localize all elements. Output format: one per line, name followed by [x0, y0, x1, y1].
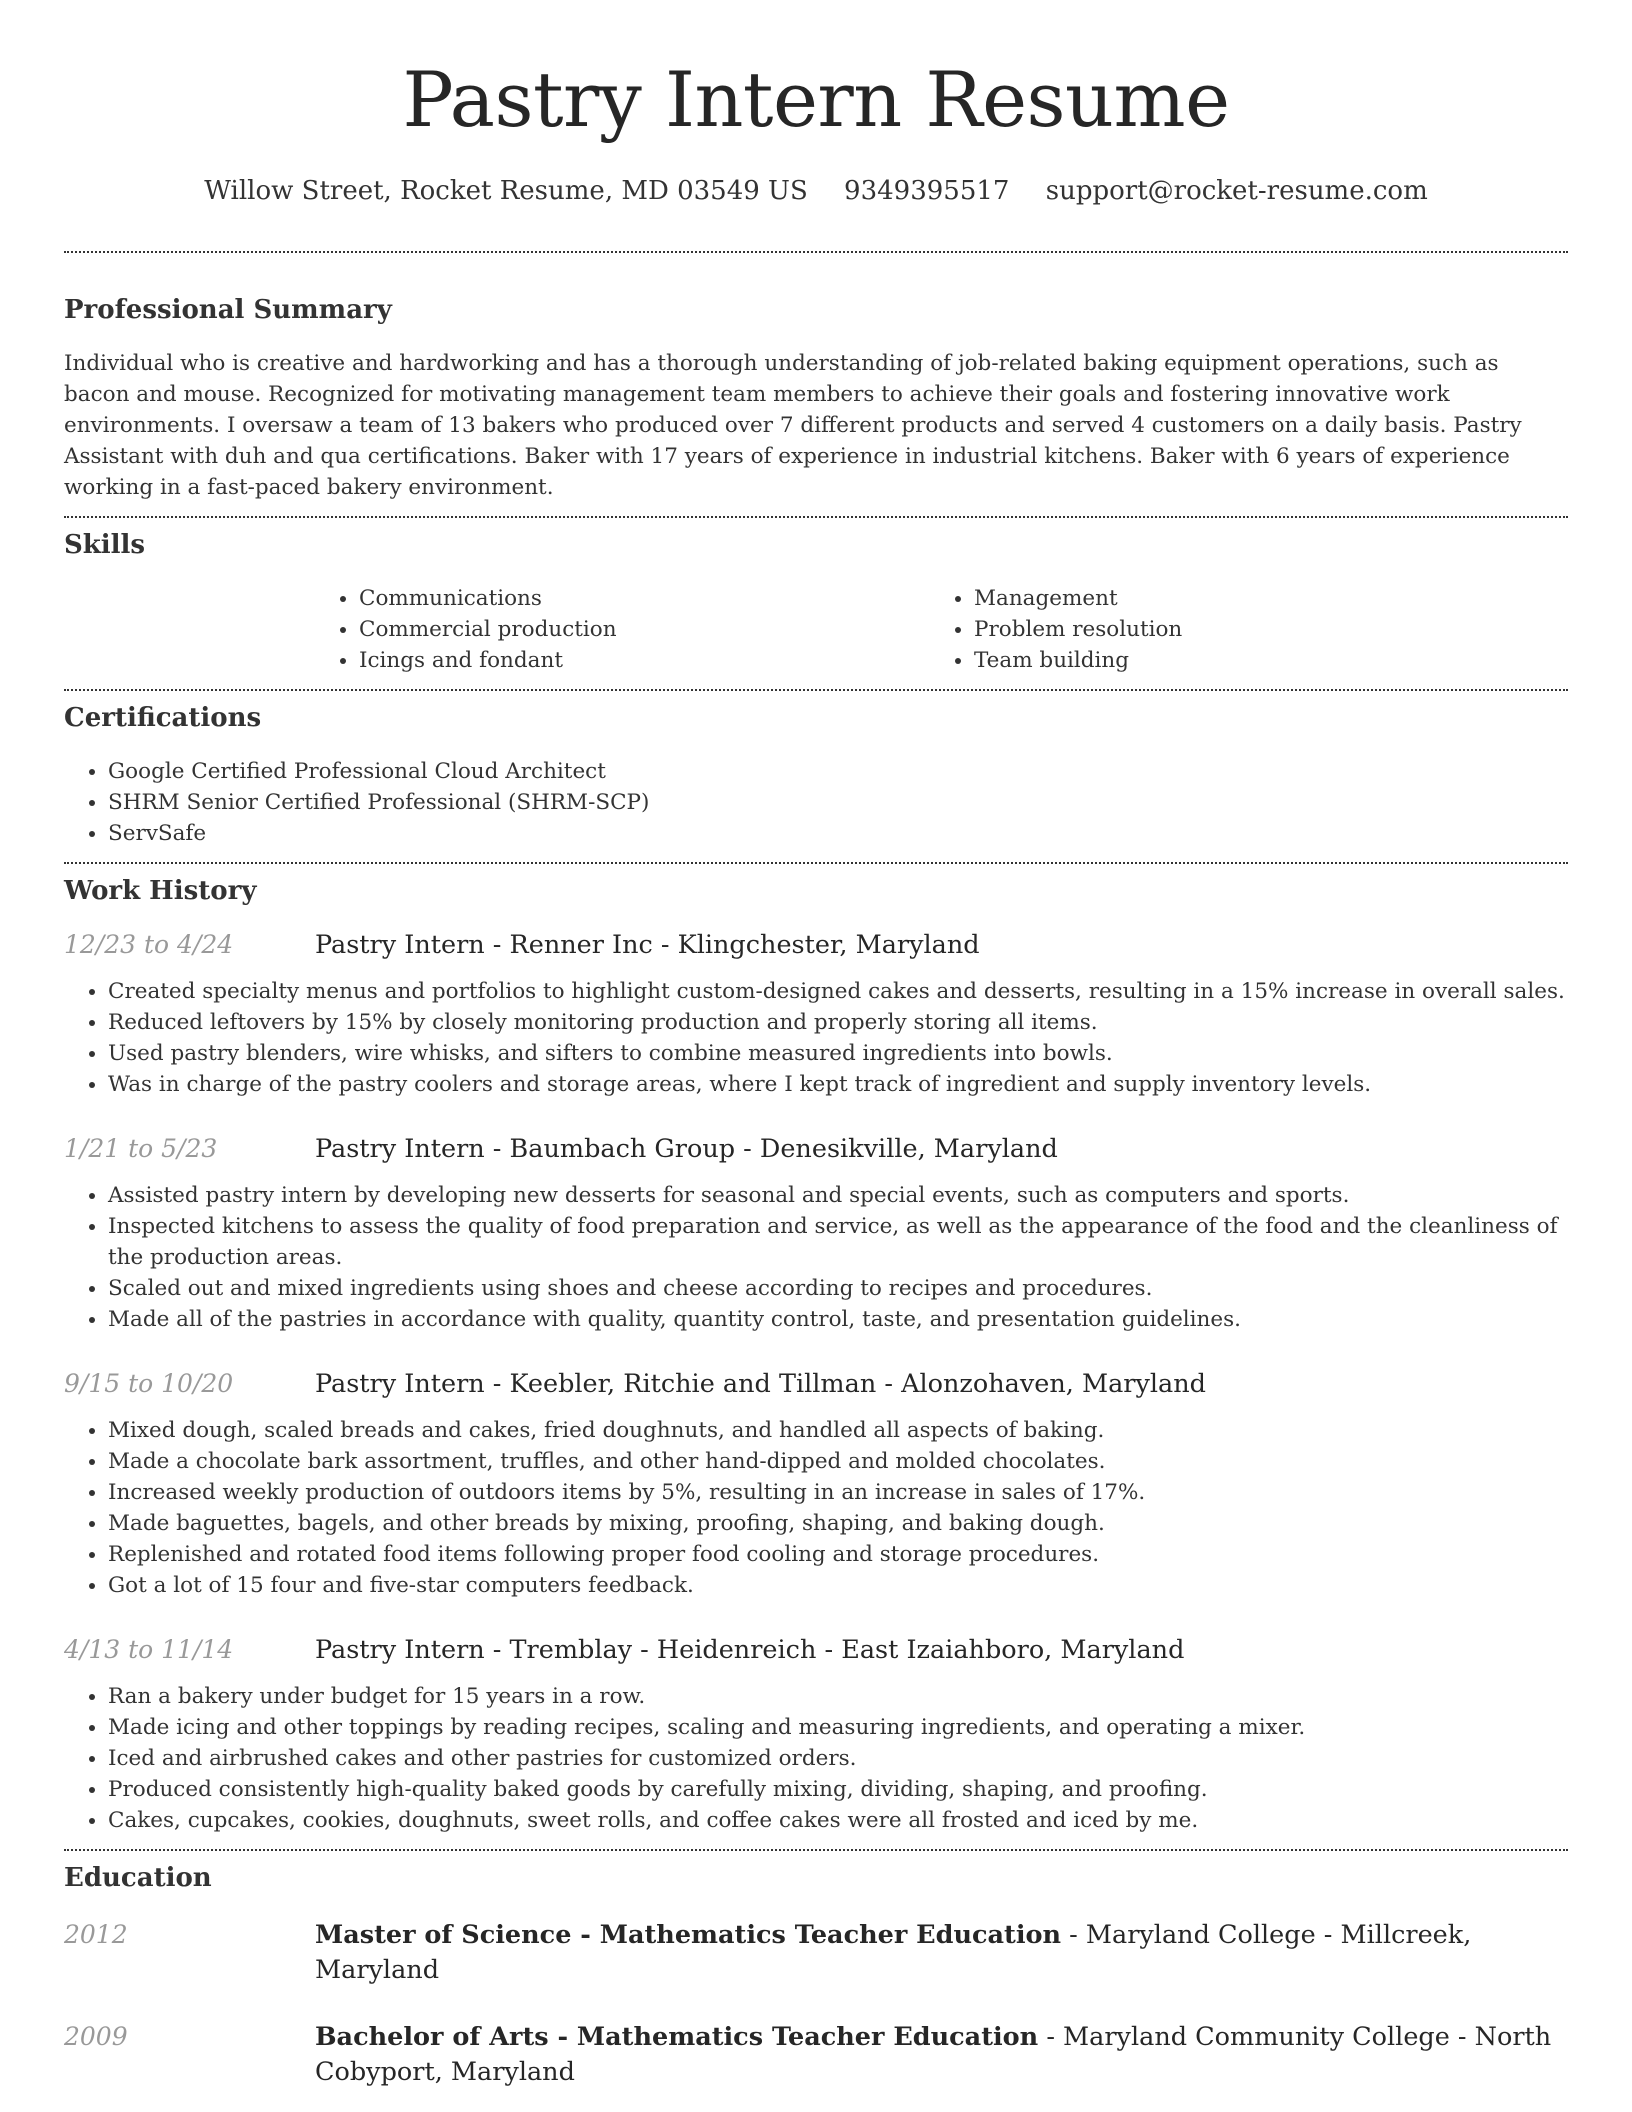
certification-item: • ServSafe: [108, 818, 1568, 849]
skills-column-2: [930, 583, 1530, 676]
education-degree: Master of Science - Mathematics Teacher Education: [315, 1920, 1062, 1950]
job-header: [64, 1132, 1568, 1166]
job-dates: 9/15 to 10/20: [64, 1369, 234, 1398]
job-bullet: • Was in charge of the pastry coolers and storage areas, where I kept track of ingredient and supply inventory levels.: [108, 1069, 1568, 1100]
resume-page: [64, 0, 1568, 2090]
job-bullets: [64, 1415, 1568, 1601]
education-degree: Bachelor of Arts - Mathematics Teacher Education: [315, 2022, 1039, 2052]
work-history-heading: Work History: [64, 876, 257, 906]
education-title: Bachelor of Arts - Mathematics Teacher Education - Maryland Community College - North Cobyport, Maryland: [315, 2022, 1552, 2087]
certifications-heading: Certifications: [64, 703, 262, 733]
job-entry: [64, 1367, 1568, 1601]
job-bullets: [64, 1681, 1568, 1836]
education-section: [64, 1861, 1568, 2090]
summary-section: [64, 293, 1568, 503]
job-entry: [64, 1633, 1568, 1836]
job-dates: 1/21 to 5/23: [64, 1134, 218, 1163]
skill-item: • Communications: [359, 583, 930, 614]
job-title: Pastry Intern - Baumbach Group - Denesikville, Maryland: [315, 1134, 1058, 1164]
job-bullet: • Made a chocolate bark assortment, truffles, and other hand-dipped and molded chocolates.: [108, 1446, 1568, 1477]
job-bullet: • Mixed dough, scaled breads and cakes, fried doughnuts, and handled all aspects of baking.: [108, 1415, 1568, 1446]
job-title: Pastry Intern - Tremblay - Heidenreich - East Izaiahboro, Maryland: [315, 1635, 1185, 1665]
job-bullet: • Inspected kitchens to assess the quality of food preparation and service, as well as the appearance of the food and the cleanliness of the production areas.: [108, 1211, 1568, 1273]
contact-line: [64, 174, 1568, 208]
skills-list: [315, 583, 1568, 676]
job-bullets: [64, 1180, 1568, 1335]
contact-email[interactable]: support@rocket-resume.com: [1045, 176, 1428, 206]
job-bullet: • Got a lot of 15 four and five-star computers feedback.: [108, 1570, 1568, 1601]
divider: [64, 516, 1568, 518]
job-dates: 12/23 to 4/24: [64, 930, 234, 959]
job-header: [64, 1633, 1568, 1667]
skills-heading: Skills: [64, 530, 146, 560]
job-bullet: • Increased weekly production of outdoors items by 5%, resulting in an increase in sales of 17%.: [108, 1477, 1568, 1508]
job-bullet: • Cakes, cupcakes, cookies, doughnuts, sweet rolls, and coffee cakes were all frosted and iced by me.: [108, 1805, 1568, 1836]
work-history-section: [64, 874, 1568, 1836]
job-bullet: • Scaled out and mixed ingredients using shoes and cheese according to recipes and procedures.: [108, 1273, 1568, 1304]
job-entry: [64, 928, 1568, 1100]
education-title: Master of Science - Mathematics Teacher Education - Maryland College - Millcreek, Maryland: [315, 1920, 1472, 1985]
skill-item: • Team building: [974, 645, 1530, 676]
education-school: Maryland Community College - North Cobyport, Maryland: [315, 2022, 1552, 2087]
job-bullet: • Produced consistently high-quality baked goods by carefully mixing, dividing, shaping, and proofing.: [108, 1774, 1568, 1805]
job-bullet: • Ran a bakery under budget for 15 years in a row.: [108, 1681, 1568, 1712]
summary-heading: Professional Summary: [64, 295, 392, 325]
skill-item: • Management: [974, 583, 1530, 614]
job-bullet: • Replenished and rotated food items following proper food cooling and storage procedures.: [108, 1539, 1568, 1570]
education-year: 2009: [64, 2022, 128, 2051]
education-school: Maryland College - Millcreek, Maryland: [315, 1920, 1472, 1985]
skill-item: • Icings and fondant: [359, 645, 930, 676]
job-header: [64, 928, 1568, 962]
job-bullet: • Assisted pastry intern by developing new desserts for seasonal and special events, such as computers and sports.: [108, 1180, 1568, 1211]
education-entry: [64, 2020, 1568, 2090]
page-title: Pastry Intern Resume: [402, 55, 1230, 144]
job-bullet: • Made icing and other toppings by reading recipes, scaling and measuring ingredients, and operating a mixer.: [108, 1712, 1568, 1743]
education-year: 2012: [64, 1920, 128, 1949]
summary-text: Individual who is creative and hardworking and has a thorough understanding of job-related baking equipment operations, such as bacon and mouse. Recognized for motivating management team members to achieve their goals and fostering innovative work environments. I oversaw a team of 13 bakers who produced over 7 different products and served 4 customers on a daily basis. Pastry Assistant with duh and qua certifications. Baker with 17 years of experience in industrial kitchens. Baker with 6 years of experience working in a fast-paced bakery environment.: [64, 351, 1522, 500]
job-bullet: • Made baguettes, bagels, and other breads by mixing, proofing, shaping, and baking dough.: [108, 1508, 1568, 1539]
certifications-list: [64, 756, 1568, 849]
skills-column-1: [315, 583, 930, 676]
divider: [64, 862, 1568, 864]
contact-phone[interactable]: 9349395517: [844, 176, 1010, 206]
job-entry: [64, 1132, 1568, 1335]
contact-address: Willow Street, Rocket Resume, MD 03549 US: [204, 176, 808, 206]
education-entry: [64, 1918, 1568, 1988]
job-bullet: • Iced and airbrushed cakes and other pastries for customized orders.: [108, 1743, 1568, 1774]
certifications-section: [64, 701, 1568, 849]
skills-section: [64, 528, 1568, 676]
job-title: Pastry Intern - Renner Inc - Klingchester, Maryland: [315, 930, 980, 960]
job-bullet: • Used pastry blenders, wire whisks, and sifters to combine measured ingredients into bowls.: [108, 1038, 1568, 1069]
job-bullets: [64, 976, 1568, 1100]
job-header: [64, 1367, 1568, 1401]
job-bullet: • Created specialty menus and portfolios to highlight custom-designed cakes and desserts, resulting in a 15% increase in overall sales.: [108, 976, 1568, 1007]
divider: [64, 251, 1568, 253]
certification-item: • Google Certified Professional Cloud Architect: [108, 756, 1568, 787]
job-dates: 4/13 to 11/14: [64, 1635, 234, 1664]
education-heading: Education: [64, 1863, 212, 1893]
skill-item: • Problem resolution: [974, 614, 1530, 645]
job-bullet: • Made all of the pastries in accordance with quality, quantity control, taste, and presentation guidelines.: [108, 1304, 1568, 1335]
divider: [64, 1849, 1568, 1851]
job-title: Pastry Intern - Keebler, Ritchie and Tillman - Alonzohaven, Maryland: [315, 1369, 1206, 1399]
certification-item: • SHRM Senior Certified Professional (SHRM-SCP): [108, 787, 1568, 818]
divider: [64, 689, 1568, 691]
skill-item: • Commercial production: [359, 614, 930, 645]
job-bullet: • Reduced leftovers by 15% by closely monitoring production and properly storing all items.: [108, 1007, 1568, 1038]
